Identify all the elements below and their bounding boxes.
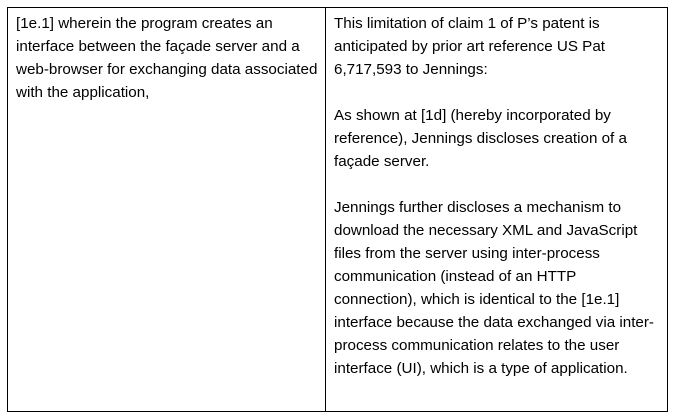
table-row bbox=[8, 8, 668, 412]
analysis-paragraph-3: Jennings further discloses a mechanism to download the necessary XML and JavaScript files from the server using inter-process communication (instead of an HTTP connection), which is identical to the [1e.1] interface because the data exchanged via inter-process communication relates to the user interface (UI), which is a type of application. bbox=[334, 199, 654, 377]
claim-element-cell bbox=[8, 8, 326, 412]
analysis-paragraph-1: This limitation of claim 1 of P’s patent is anticipated by prior art reference US Pat 6,717,593 to Jennings: bbox=[334, 15, 605, 78]
claim-chart-table bbox=[7, 7, 668, 412]
analysis-paragraph-2: As shown at [1d] (hereby incorporated by reference), Jennings discloses creation of a façade server. bbox=[334, 107, 627, 170]
paragraph-spacer bbox=[334, 173, 661, 196]
analysis-cell bbox=[326, 8, 668, 412]
claim-element-text: [1e.1] wherein the program creates an interface between the façade server and a web-browser for exchanging data associated with the application, bbox=[16, 15, 318, 101]
paragraph-spacer bbox=[334, 81, 661, 104]
